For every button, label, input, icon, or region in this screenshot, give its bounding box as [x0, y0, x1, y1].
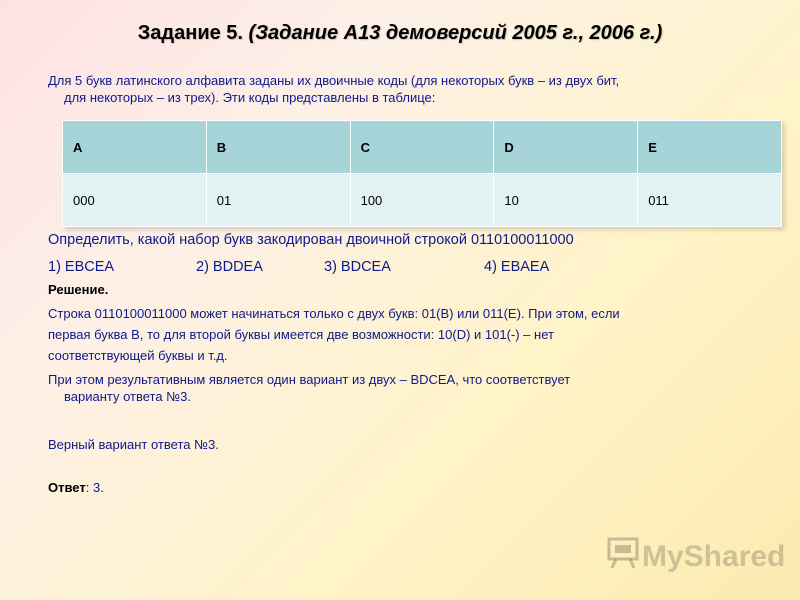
code-table-cell: 000 [63, 174, 207, 227]
presentation-board-icon [606, 536, 642, 578]
intro-paragraph [48, 72, 748, 106]
solution-line-1: Строка 0110100011000 может начинаться только с двух букв: 01(B) или 011(E). При этом, если [48, 306, 620, 321]
solution-line-2: первая буква B, то для второй буквы имеется две возможности: 10(D) и 101(-) – нет [48, 327, 554, 342]
solution-line-4: При этом результативным является один вариант из двух – BDCEA, что соответствует [48, 372, 571, 387]
code-table-header: D [494, 121, 638, 174]
correct-option-text: Верный вариант ответа №3. [48, 437, 219, 452]
option-3: 3) BDCEA [324, 259, 391, 275]
question-text: Определить, какой набор букв закодирован двоичной строкой 0110100011000 [48, 232, 574, 248]
option-4: 4) EBAEA [484, 259, 550, 275]
watermark-logo [606, 536, 785, 578]
code-table-row [63, 174, 782, 227]
intro-line-2: для некоторых – из трех). Эти коды представлены в таблице: [64, 90, 436, 105]
code-table-header: A [63, 121, 207, 174]
code-table-header: C [350, 121, 494, 174]
solution-conclusion [48, 371, 748, 405]
code-table-cell: 10 [494, 174, 638, 227]
code-table-cell: 100 [350, 174, 494, 227]
title-main: Задание 5. [137, 22, 243, 44]
option-2: 2) BDDEA [196, 259, 263, 275]
answer-line [48, 479, 748, 496]
code-table-header: E [638, 121, 782, 174]
answer-label: Ответ [48, 480, 86, 495]
title-subtitle: (Задание А13 демоверсий 2005 г., 2006 г.) [248, 22, 663, 44]
solution-line-5: варианту ответа №3. [64, 389, 191, 404]
watermark-text: MyShared [642, 540, 786, 573]
solution-paragraph [48, 303, 748, 366]
code-table-cell: 011 [638, 174, 782, 227]
code-table-header-row [63, 121, 782, 174]
page-title [0, 22, 800, 45]
intro-line-1: Для 5 букв латинского алфавита заданы их двоичные коды (для некоторых букв – из двух бит, [48, 73, 620, 88]
code-table-header: B [206, 121, 350, 174]
code-table-cell: 01 [206, 174, 350, 227]
option-1: 1) EBCEA [48, 259, 115, 275]
solution-line-3: соответствующей буквы и т.д. [48, 348, 228, 363]
code-table [62, 120, 782, 227]
answer-value: : 3. [85, 480, 104, 495]
answer-options [48, 259, 748, 276]
solution-heading: Решение. [48, 282, 109, 297]
